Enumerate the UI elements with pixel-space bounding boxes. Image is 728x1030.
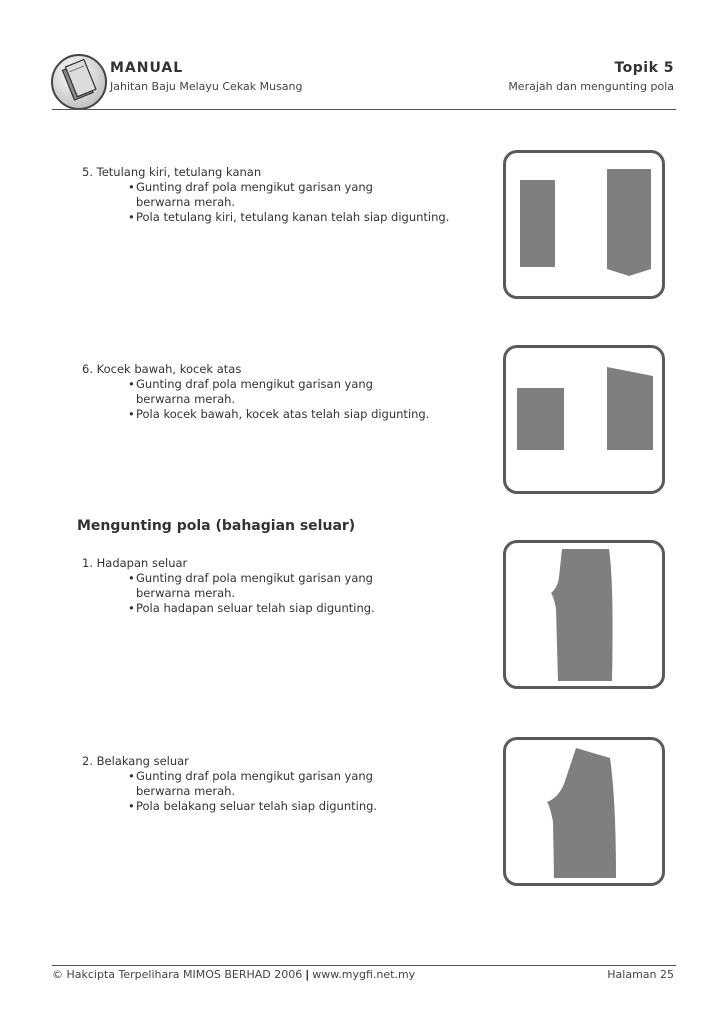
step-title: 6. Kocek bawah, kocek atas	[82, 362, 242, 376]
bullet-icon: •	[128, 210, 135, 224]
bullet-icon: •	[128, 769, 135, 783]
belakang-seluar-pattern-frame	[503, 737, 665, 886]
page-number: Halaman 25	[607, 968, 674, 981]
manual-title: MANUAL	[110, 60, 184, 76]
bullet-icon: •	[128, 180, 135, 194]
kocek-bawah-pattern	[517, 388, 564, 450]
kocek-pattern-frame	[503, 345, 665, 494]
topic-number: Topik 5	[614, 60, 674, 76]
footer-separator: |	[305, 968, 310, 981]
list-item: • Gunting draf pola mengikut garisan yang berwarna merah.	[128, 571, 373, 600]
list-item: • Pola kocek bawah, kocek atas telah siap digunting.	[128, 407, 430, 421]
list-item: • Gunting draf pola mengikut garisan yang berwarna merah.	[128, 769, 373, 798]
bullet-icon: •	[128, 407, 135, 421]
list-item: • Pola hadapan seluar telah siap digunting.	[128, 601, 375, 615]
step-belakang-seluar	[82, 754, 482, 814]
hadapan-seluar-pattern	[551, 549, 613, 681]
header-divider	[52, 109, 676, 110]
step-kocek	[82, 362, 482, 422]
book-icon	[50, 53, 108, 111]
bullet-icon: •	[128, 571, 135, 585]
step-title: 5. Tetulang kiri, tetulang kanan	[82, 165, 262, 179]
kocek-atas-pattern	[607, 367, 653, 450]
bullet-icon: •	[128, 377, 135, 391]
tetulang-kanan-pattern	[607, 169, 651, 276]
step-title: 1. Hadapan seluar	[82, 556, 188, 570]
tetulang-pattern-frame	[503, 150, 665, 299]
belakang-seluar-pattern	[547, 748, 616, 878]
footer-copyright: © Hakcipta Terpelihara MIMOS BERHAD 2006 | www.mygfi.net.my	[52, 968, 416, 981]
list-item: • Pola belakang seluar telah siap digunting.	[128, 799, 378, 813]
step-title: 2. Belakang seluar	[82, 754, 189, 768]
list-item: • Gunting draf pola mengikut garisan yang berwarna merah.	[128, 180, 373, 209]
list-item: • Pola tetulang kiri, tetulang kanan telah siap digunting.	[128, 210, 450, 224]
hadapan-seluar-pattern-frame	[503, 540, 665, 689]
step-tetulang	[82, 165, 482, 225]
bullet-icon: •	[128, 799, 135, 813]
topic-subtitle: Merajah dan mengunting pola	[508, 80, 674, 93]
footer-website[interactable]: www.mygfi.net.my	[312, 968, 416, 981]
section-heading: Mengunting pola (bahagian seluar)	[77, 518, 356, 534]
tetulang-kiri-pattern	[520, 180, 555, 267]
bullet-icon: •	[128, 601, 135, 615]
list-item: • Gunting draf pola mengikut garisan yang berwarna merah.	[128, 377, 373, 406]
footer-divider	[52, 965, 676, 966]
step-hadapan-seluar	[82, 556, 482, 616]
manual-subtitle: Jahitan Baju Melayu Cekak Musang	[110, 80, 303, 93]
